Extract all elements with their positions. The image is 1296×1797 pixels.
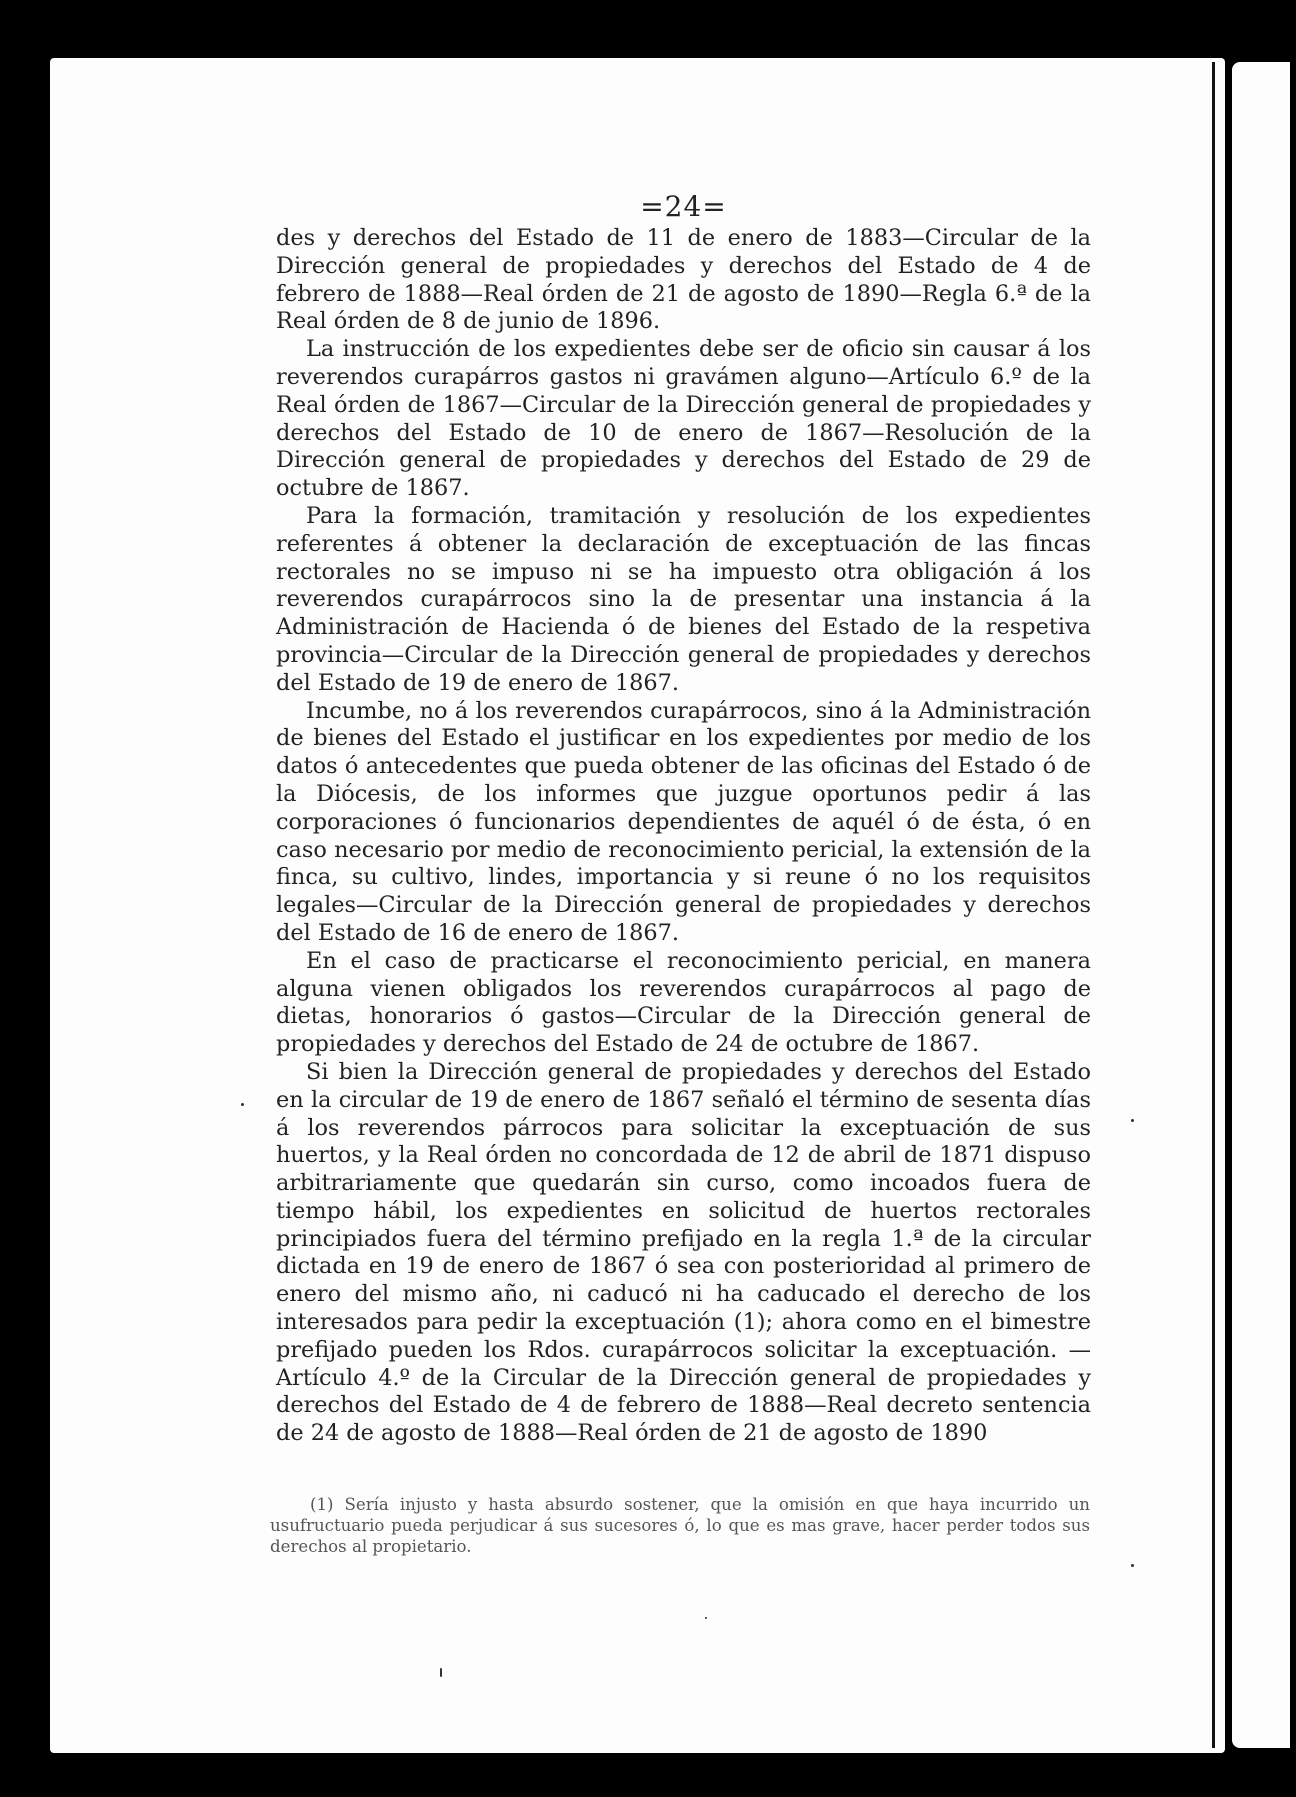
page-number: =24= [640,190,727,223]
paragraph-5: En el caso de practicarse el reconocimiento pericial, en manera alguna vienen obligados los reverendos curapárrocos al pago de dietas, honorarios ó gastos—Circular de la Dirección general de propiedades y derechos del Estado de 24 de octubre de 1867. [276,947,1091,1058]
scan-speck [241,1103,244,1106]
paragraph-3: Para la formación, tramitación y resolución de los expedientes referentes á obtener la declaración de exceptuación de las fincas rectorales no se impuso ni se ha impuesto otra obligación á los reverendos curapárrocos sino la de presentar una instancia á la Administración de Hacienda ó de bienes del Estado de la respetiva provincia—Circular de la Dirección general de propiedades y derechos del Estado de 19 de enero de 1867. [276,502,1091,696]
paragraph-4: Incumbe, no á los reverendos curapárrocos, sino á la Administración de bienes del Estado el justificar en los expedientes por medio de los datos ó antecedentes que pueda obtener de las oficinas del Estado ó de la Diócesis, de los informes que juzgue oportunos pedir á las corporaciones ó funcionarios dependientes de aquél ó de ésta, ó en caso necesario por medio de reconocimiento pericial, la extensión de la finca, su cultivo, lindes, importancia y si reune ó no los requisitos legales—Circular de la Dirección general de propiedades y derechos del Estado de 16 de enero de 1867. [276,697,1091,946]
body-text [276,225,1091,1448]
scan-speck [705,1617,707,1619]
scan-speck [1131,1119,1134,1122]
paragraph-6: Si bien la Dirección general de propiedades y derechos del Estado en la circular de 19 de enero de 1867 señaló el término de sesenta días á los reverendos párrocos para solicitar la exceptuación de sus huertos, y la Real órden no concordada de 12 de abril de 1871 dispuso arbitrariamente que quedarán sin curso, como incoados fuera de tiempo hábil, los expedientes en solicitud de huertos rectorales principiados fuera del término prefijado en la regla 1.ª de la circular dictada en 19 de enero de 1867 ó sea con posterioridad al primero de enero del mismo año, ni caducó ni ha caducado el derecho de los interesados para pedir la exceptuación (1); ahora como en el bimestre prefijado pueden los Rdos. curapárrocos solicitar la exceptuación. —Artículo 4.º de la Circular de la Dirección general de propiedades y derechos del Estado de 4 de febrero de 1888—Real decreto sentencia de 24 de agosto de 1888—Real órden de 21 de agosto de 1890 [276,1058,1091,1447]
adjacent-page-edge [1232,62,1290,1748]
page-text-block [276,190,1091,1448]
paragraph-2: La instrucción de los expedientes debe ser de oficio sin causar á los reverendos curapárros gastos ni gravámen alguno—Artículo 6.º de la Real órden de 1867—Circular de la Dirección general de propiedades y derechos del Estado de 10 de enero de 1867—Resolución de la Dirección general de propiedades y derechos del Estado de 29 de octubre de 1867. [276,336,1091,502]
page-gutter-shadow [1212,62,1215,1748]
scan-speck [1131,1564,1134,1567]
paragraph-1: des y derechos del Estado de 11 de enero de 1883—Circular de la Dirección general de propiedades y derechos del Estado de 4 de febrero de 1888—Real órden de 21 de agosto de 1890—Regla 6.ª de la Real órden de 8 de junio de 1896. [276,225,1091,335]
scan-speck [440,1668,442,1677]
footnote: (1) Sería injusto y hasta absurdo sostener, que la omisión en que haya incurrido un usufructuario pueda perjudicar á sus sucesores ó, lo que es mas grave, hacer perder todos sus derechos al propietario. [270,1495,1090,1556]
